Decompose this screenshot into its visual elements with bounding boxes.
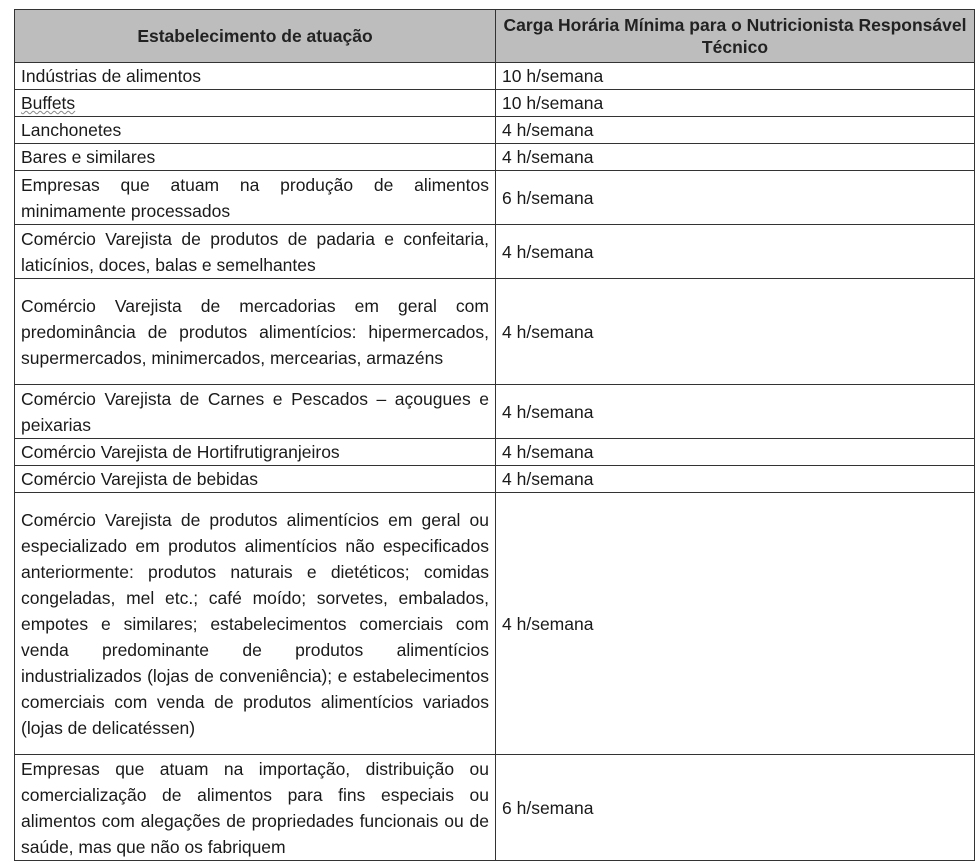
table-row <box>15 466 975 493</box>
hours-cell: 6 h/semana <box>496 171 975 225</box>
establishment-cell: Comércio Varejista de Hortifrutigranjeiros <box>15 439 496 466</box>
table-row <box>15 171 975 225</box>
hours-cell: 10 h/semana <box>496 63 975 90</box>
table-row <box>15 144 975 171</box>
table-row <box>15 385 975 439</box>
table-row <box>15 117 975 144</box>
table-row <box>15 225 975 279</box>
hours-cell: 4 h/semana <box>496 493 975 755</box>
hours-cell: 4 h/semana <box>496 144 975 171</box>
establishment-cell: Bares e similares <box>15 144 496 171</box>
hours-cell: 6 h/semana <box>496 755 975 861</box>
hours-cell: 4 h/semana <box>496 385 975 439</box>
establishment-cell: Comércio Varejista de Carnes e Pescados – açougues e peixarias <box>15 385 496 439</box>
establishment-cell: Comércio Varejista de bebidas <box>15 466 496 493</box>
establishment-cell: Comércio Varejista de produtos de padaria e confeitaria, laticínios, doces, balas e semelhantes <box>15 225 496 279</box>
establishment-text: Buffets <box>21 93 76 113</box>
header-minimum-workload: Carga Horária Mínima para o Nutricionista Responsável Técnico <box>496 10 975 63</box>
header-establishment: Estabelecimento de atuação <box>15 10 496 63</box>
establishment-cell: Empresas que atuam na produção de alimentos minimamente processados <box>15 171 496 225</box>
establishment-cell: Comércio Varejista de produtos alimentícios em geral ou especializado em produtos alimentícios não especificados anteriormente: produtos naturais e dietéticos; comidas congeladas, mel etc.; café moído; sorvetes, embalados, empotes e similares; estabelecimentos comerciais com venda predominante de produtos alimentícios industrializados (lojas de conveniência); e estabelecimentos comerciais com venda de produtos alimentícios variados (lojas de delicatéssen) <box>15 493 496 755</box>
table-row <box>15 755 975 861</box>
table-row <box>15 439 975 466</box>
establishment-cell: Comércio Varejista de mercadorias em geral com predominância de produtos alimentícios: hipermercados, supermercados, minimercados, mercearias, armazéns <box>15 279 496 385</box>
hours-cell: 4 h/semana <box>496 439 975 466</box>
establishment-cell: Empresas que atuam na importação, distribuição ou comercialização de alimentos para fins especiais ou alimentos com alegações de propriedades funcionais ou de saúde, mas que não os fabriquem <box>15 755 496 861</box>
establishment-cell <box>15 90 496 117</box>
hours-cell: 4 h/semana <box>496 117 975 144</box>
table-row <box>15 493 975 755</box>
hours-cell: 10 h/semana <box>496 90 975 117</box>
table-row <box>15 90 975 117</box>
hours-cell: 4 h/semana <box>496 225 975 279</box>
hours-cell: 4 h/semana <box>496 466 975 493</box>
establishment-cell: Indústrias de alimentos <box>15 63 496 90</box>
establishment-cell: Lanchonetes <box>15 117 496 144</box>
workload-table <box>14 9 975 861</box>
hours-cell: 4 h/semana <box>496 279 975 385</box>
table-row <box>15 63 975 90</box>
table-row <box>15 279 975 385</box>
table-header-row <box>15 10 975 63</box>
